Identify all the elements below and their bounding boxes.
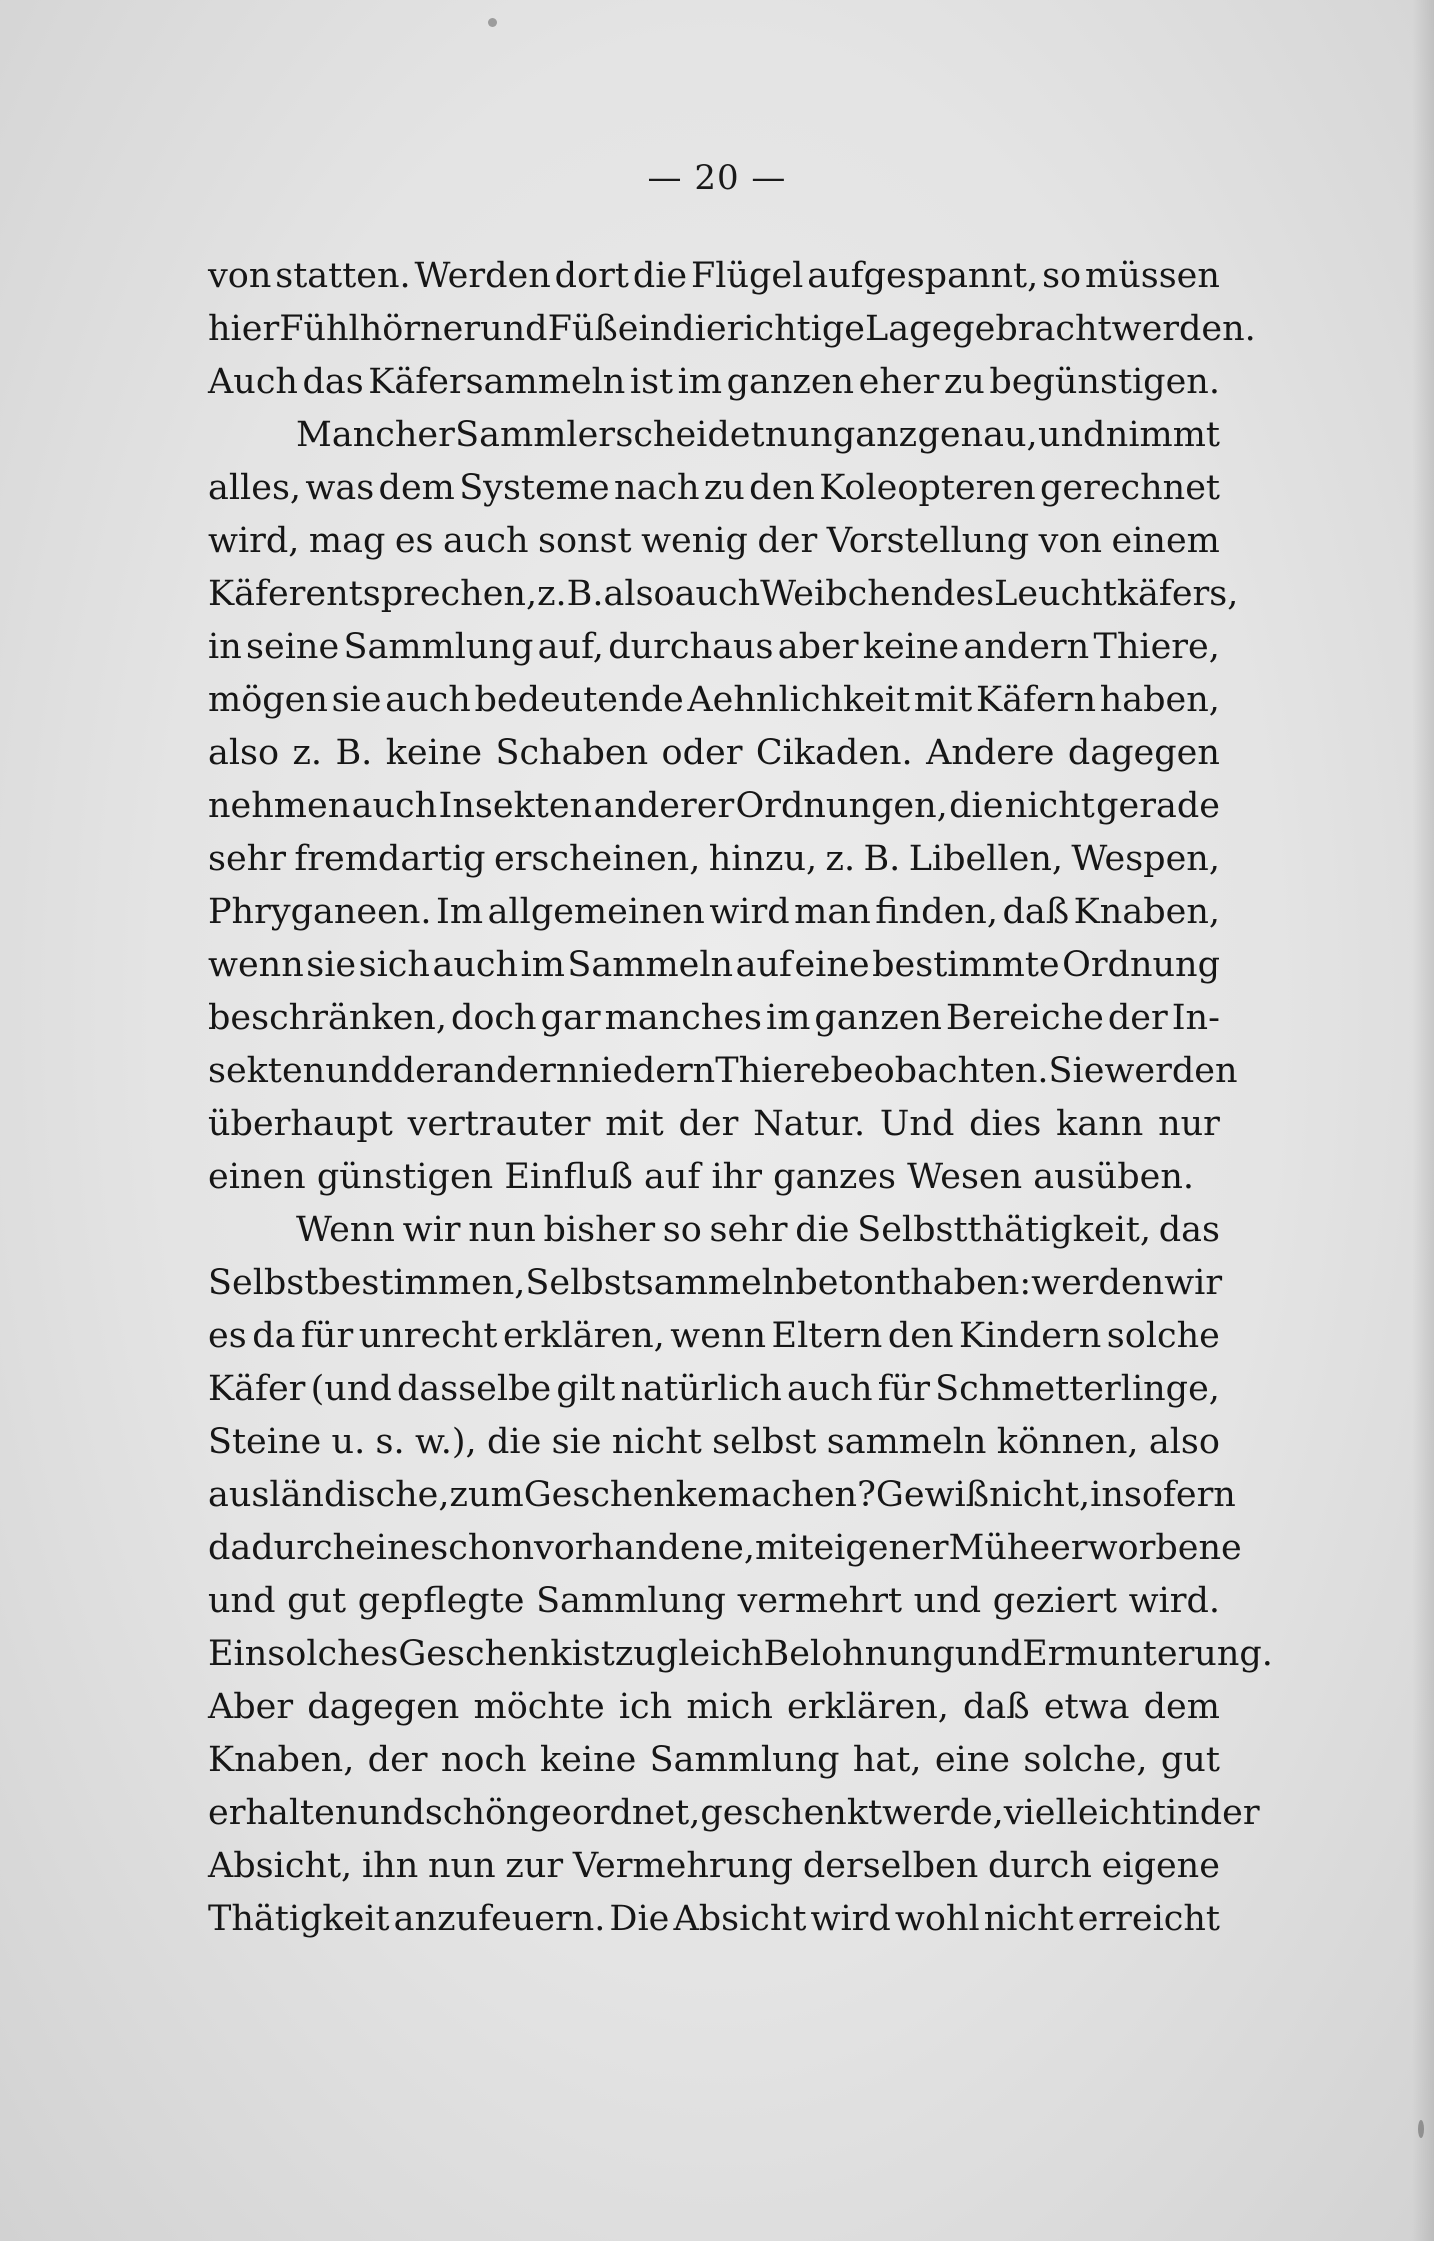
text-line: Selbstbestimmen, Selbstsammeln betont haben: werden wir <box>208 1263 1223 1303</box>
dust-speck <box>1418 2120 1424 2138</box>
text-line: nehmen auch Insekten anderer Ordnungen, die nicht gerade <box>208 786 1220 826</box>
text-line: Phryganeen. Im allgemeinen wird man finden, daß Knaben, <box>208 892 1220 932</box>
text-line: wird, mag es auch sonst wenig der Vorstellung von einem <box>208 521 1220 561</box>
text-line: hier Fühlhörner und Füße in die richtige Lage gebracht werden. <box>208 309 1256 349</box>
text-line: also z. B. keine Schaben oder Cikaden. Andere dagegen <box>208 733 1220 773</box>
text-line: sekten und der andern niedern Thiere beobachten. Sie werden <box>208 1051 1238 1091</box>
page-number: — 20 — <box>647 158 787 198</box>
text-line: einen günstigen Einfluß auf ihr ganzes Wesen ausüben. <box>208 1157 1194 1197</box>
text-line: Wenn wir nun bisher so sehr die Selbstthätigkeit, das <box>296 1210 1220 1250</box>
text-line: Ein solches Geschenk ist zugleich Belohnung und Ermunterung. <box>208 1634 1273 1674</box>
text-line: Absicht, ihn nun zur Vermehrung derselben durch eigene <box>208 1846 1220 1886</box>
text-line: mögen sie auch bedeutende Aehnlichkeit mit Käfern haben, <box>208 680 1220 720</box>
text-line: Auch das Käfersammeln ist im ganzen eher zu begünstigen. <box>208 362 1220 402</box>
dust-speck <box>488 18 497 27</box>
text-line: Thätigkeit anzufeuern. Die Absicht wird wohl nicht erreicht <box>208 1899 1220 1939</box>
text-line: von statten. Werden dort die Flügel aufgespannt, so müssen <box>208 256 1220 296</box>
text-line: und gut gepflegte Sammlung vermehrt und geziert wird. <box>208 1581 1220 1621</box>
text-line: erhalten und schön geordnet, geschenkt werde, vielleicht in der <box>208 1793 1260 1833</box>
text-line: Knaben, der noch keine Sammlung hat, eine solche, gut <box>208 1740 1220 1780</box>
text-line: dadurch eine schon vorhandene, mit eigener Mühe erworbene <box>208 1528 1242 1568</box>
text-line: wenn sie sich auch im Sammeln auf eine bestimmte Ordnung <box>208 945 1220 985</box>
text-line: alles, was dem Systeme nach zu den Koleopteren gerechnet <box>208 468 1220 508</box>
text-line: Mancher Sammler scheidet nun ganz genau, und nimmt <box>296 415 1220 455</box>
text-line: in seine Sammlung auf, durchaus aber keine andern Thiere, <box>208 627 1220 667</box>
text-line: Käfer (und dasselbe gilt natürlich auch für Schmetterlinge, <box>208 1369 1220 1409</box>
text-line: es da für unrecht erklären, wenn Eltern den Kindern solche <box>208 1316 1220 1356</box>
page-edge-shadow <box>1412 0 1434 2241</box>
text-line: ausländische, zum Geschenke machen? Gewiß nicht, insofern <box>208 1475 1236 1515</box>
text-line: sehr fremdartig erscheinen, hinzu, z. B. Libellen, Wespen, <box>208 839 1220 879</box>
text-line: beschränken, doch gar manches im ganzen Bereiche der In- <box>208 998 1220 1038</box>
text-line: überhaupt vertrauter mit der Natur. Und dies kann nur <box>208 1104 1220 1144</box>
text-line: Aber dagegen möchte ich mich erklären, daß etwa dem <box>208 1687 1220 1727</box>
text-line: Steine u. s. w.), die sie nicht selbst sammeln können, also <box>208 1422 1220 1462</box>
text-line: Käfer entsprechen, z. B. also auch Weibchen des Leuchtkäfers, <box>208 574 1239 614</box>
body-text <box>208 250 1273 1946</box>
